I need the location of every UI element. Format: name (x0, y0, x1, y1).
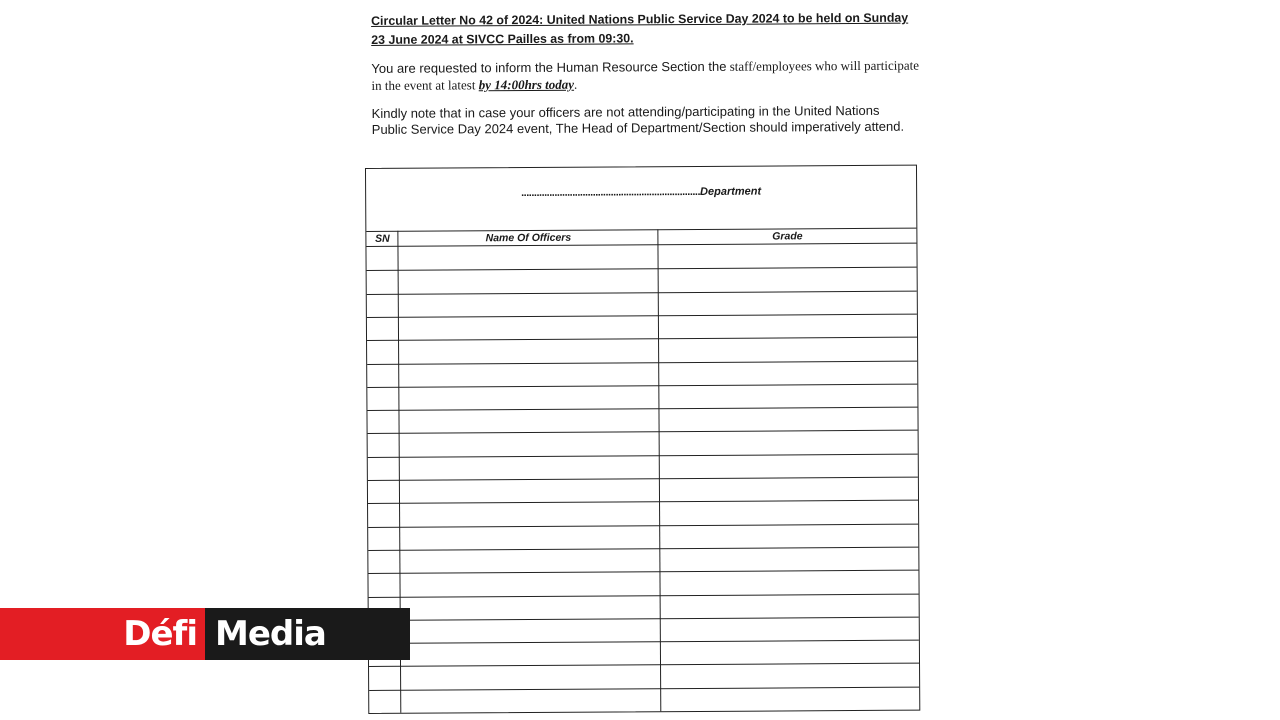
table-row-line (369, 616, 919, 620)
table-row-line (368, 430, 918, 434)
table-row-line (368, 453, 918, 457)
table-row-line (368, 570, 918, 574)
table-row-line (368, 547, 918, 551)
table-row-line (367, 337, 917, 341)
table-row-line (369, 640, 919, 644)
scanned-circular-letter (364, 5, 924, 245)
column-header-sn: SN (375, 232, 390, 245)
table-row-line (368, 523, 918, 527)
table-row-line (369, 593, 919, 597)
watermark-brand-dark: Media (205, 608, 410, 660)
table-row-line (367, 314, 917, 318)
request-text-end: . (573, 76, 578, 92)
table-row-line (367, 407, 917, 411)
department-row (366, 166, 916, 231)
department-form-table (365, 165, 920, 714)
circular-heading: Circular Letter No 42 of 2024: United Nations Public Service Day 2024 to be held on Sunday 23 June 2024 at SIVCC Pailles as from 09:30. (371, 10, 909, 47)
blank-table-rows (366, 244, 919, 713)
table-row-line (367, 383, 917, 387)
watermark-brand-red: Défi (0, 608, 205, 660)
defi-media-watermark (0, 608, 410, 660)
request-paragraph (371, 57, 921, 94)
department-label: Department (699, 185, 762, 198)
table-row-line (369, 663, 919, 667)
table-row-line (367, 267, 917, 271)
table-row-line (367, 290, 917, 294)
table-row-line (368, 500, 918, 504)
column-header-grade: Grade (772, 230, 803, 243)
column-header-name: Name Of Officers (485, 231, 572, 245)
table-row-line (368, 477, 918, 481)
attendance-note-paragraph: Kindly note that in case your officers are not attending/participating in the United Nations Public Service Day 2024 event, The Head of Department/Section should imperatively attend. (371, 102, 905, 137)
department-blank-dots: ...................................................................... (521, 185, 701, 200)
table-row-line (367, 360, 917, 364)
table-row-line (369, 686, 919, 690)
request-text-part1: You are requested to inform the Human Resource Section the (371, 58, 727, 76)
request-text-part2: staff/employees who will participate in the event at latest (371, 57, 920, 93)
deadline-text: by 14:00hrs today (478, 76, 575, 93)
